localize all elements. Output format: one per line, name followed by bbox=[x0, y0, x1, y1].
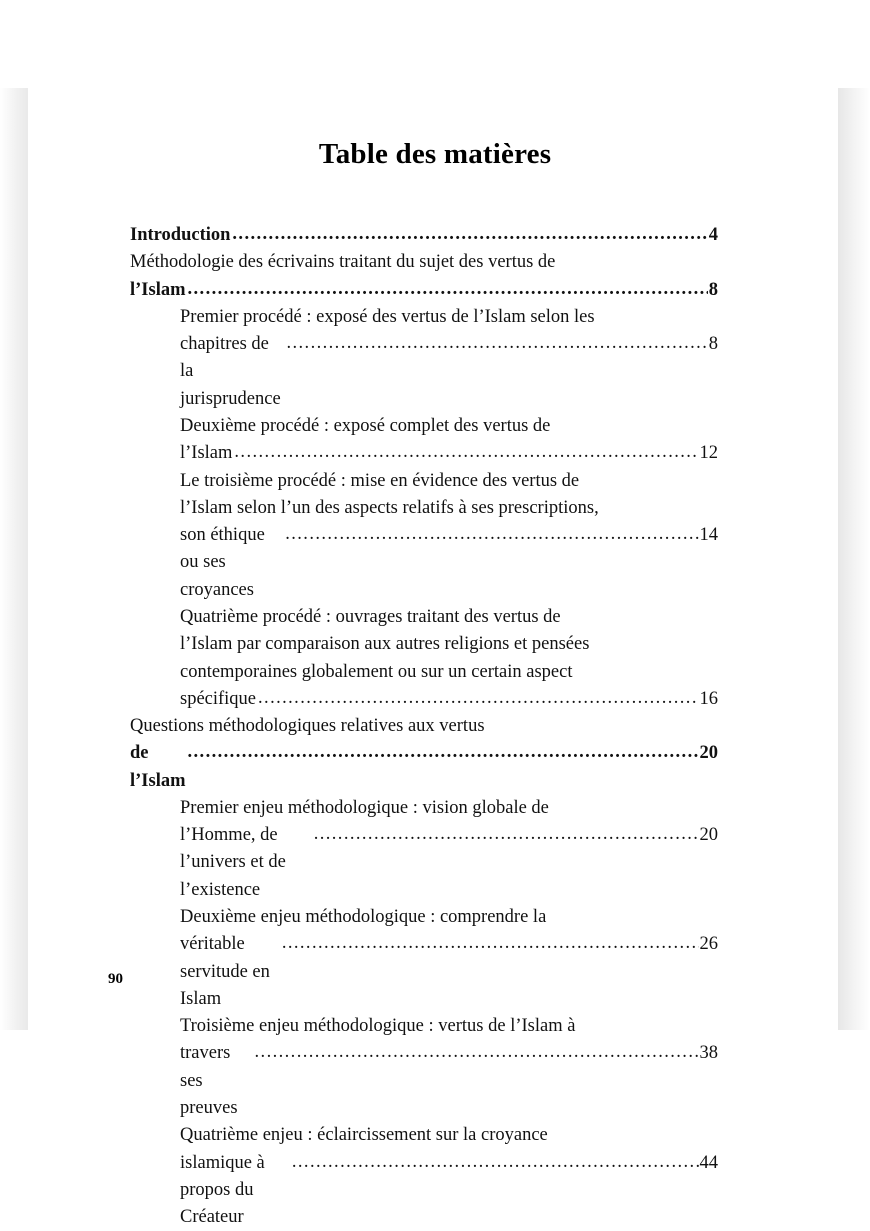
toc-leader-dots bbox=[234, 439, 698, 466]
toc-entry-line bbox=[130, 277, 718, 304]
toc-entry-text: chapitres de la jurisprudence bbox=[180, 334, 281, 409]
toc-entry-text: véritable servitude en Islam bbox=[180, 934, 270, 1009]
toc-entry-line bbox=[180, 1150, 718, 1231]
toc-entry-text: Troisième enjeu méthodologique : vertus de l’Islam à bbox=[180, 1016, 576, 1037]
page-edge-right bbox=[838, 88, 870, 1030]
toc-entry-text: Méthodologie des écrivains traitant du sujet des vertus de bbox=[130, 252, 556, 273]
toc-entry-text: Questions méthodologiques relatives aux vertus bbox=[130, 716, 485, 737]
toc-entry-line bbox=[180, 331, 718, 413]
toc-leader-dots bbox=[188, 276, 708, 303]
toc-leader-dots bbox=[232, 221, 707, 248]
toc-entry[interactable] bbox=[180, 304, 718, 413]
toc-entry-text: Quatrième procédé : ouvrages traitant des vertus de bbox=[180, 606, 561, 627]
toc-entry-text: Deuxième procédé : exposé complet des vertus de bbox=[180, 415, 551, 436]
table-of-contents bbox=[130, 222, 718, 1231]
toc-entry-line bbox=[180, 931, 718, 1013]
toc-page-number: 44 bbox=[699, 1152, 718, 1173]
toc-entry[interactable] bbox=[130, 249, 718, 304]
toc-entry-line bbox=[180, 522, 718, 604]
toc-page-number: 12 bbox=[699, 443, 718, 464]
toc-entry-line bbox=[130, 740, 718, 795]
toc-entry[interactable] bbox=[180, 904, 718, 1013]
toc-entry[interactable] bbox=[180, 604, 718, 713]
toc-entry-text: Le troisième procédé : mise en évidence des vertus de bbox=[180, 470, 580, 491]
toc-page-number: 8 bbox=[708, 334, 718, 355]
toc-entry-line bbox=[180, 686, 718, 713]
toc-page-number: 4 bbox=[708, 225, 718, 245]
toc-entry-text: spécifique bbox=[180, 688, 257, 709]
toc-page-number: 20 bbox=[699, 825, 718, 846]
toc-entry-line bbox=[180, 822, 718, 904]
toc-entry-text: Premier procédé : exposé des vertus de l’Islam selon les bbox=[180, 306, 595, 327]
toc-leader-dots bbox=[188, 739, 699, 766]
toc-leader-dots bbox=[314, 821, 699, 848]
toc-entry-line bbox=[180, 1040, 718, 1122]
toc-entry-line bbox=[180, 440, 718, 467]
toc-entry-text: l’Islam bbox=[130, 279, 186, 300]
toc-page-number: 38 bbox=[699, 1043, 718, 1064]
toc-entry-text: Quatrième enjeu : éclaircissement sur la croyance bbox=[180, 1125, 548, 1146]
toc-leader-dots bbox=[286, 330, 707, 357]
toc-entry-text: son éthique ou ses croyances bbox=[180, 525, 265, 600]
toc-entry[interactable] bbox=[130, 713, 718, 795]
page-number: 90 bbox=[108, 971, 123, 987]
toc-entry-text: l’Islam selon l’un des aspects relatifs à ses prescriptions, bbox=[180, 497, 599, 518]
page-edge-left bbox=[0, 88, 28, 1030]
toc-leader-dots bbox=[258, 685, 698, 712]
toc-entry-text: islamique à propos du Créateur bbox=[180, 1152, 265, 1228]
toc-entry-text: contemporaines globalement ou sur un certain aspect bbox=[180, 661, 573, 682]
toc-entry[interactable] bbox=[180, 1013, 718, 1122]
toc-entry[interactable] bbox=[130, 222, 718, 249]
page-title: Table des matières bbox=[318, 138, 552, 170]
toc-entry[interactable] bbox=[180, 795, 718, 904]
toc-page-number: 14 bbox=[699, 525, 718, 546]
toc-entry[interactable] bbox=[180, 1122, 718, 1231]
toc-entry[interactable] bbox=[180, 468, 718, 604]
toc-entry[interactable] bbox=[180, 413, 718, 468]
toc-entry-text: l’Islam par comparaison aux autres religions et pensées bbox=[180, 634, 590, 655]
toc-entry-text: l’Islam bbox=[180, 443, 233, 464]
toc-entry-text: Premier enjeu méthodologique : vision globale de bbox=[180, 797, 549, 818]
toc-leader-dots bbox=[292, 1149, 699, 1176]
toc-leader-dots bbox=[282, 930, 699, 957]
toc-entry-text: Deuxième enjeu méthodologique : comprendre la bbox=[180, 907, 547, 928]
toc-entry-text: de l’Islam bbox=[130, 743, 186, 791]
toc-page-number: 20 bbox=[699, 743, 718, 764]
toc-entry-text: travers ses preuves bbox=[180, 1043, 238, 1118]
toc-page-number: 26 bbox=[699, 934, 718, 955]
toc-leader-dots bbox=[285, 521, 698, 548]
toc-page-number: 8 bbox=[708, 279, 718, 300]
toc-entry-text: Introduction bbox=[130, 225, 231, 245]
toc-entry-line bbox=[130, 222, 718, 249]
toc-entry-text: l’Homme, de l’univers et de l’existence bbox=[180, 825, 286, 900]
toc-leader-dots bbox=[255, 1039, 699, 1066]
toc-page-number: 16 bbox=[699, 688, 718, 709]
